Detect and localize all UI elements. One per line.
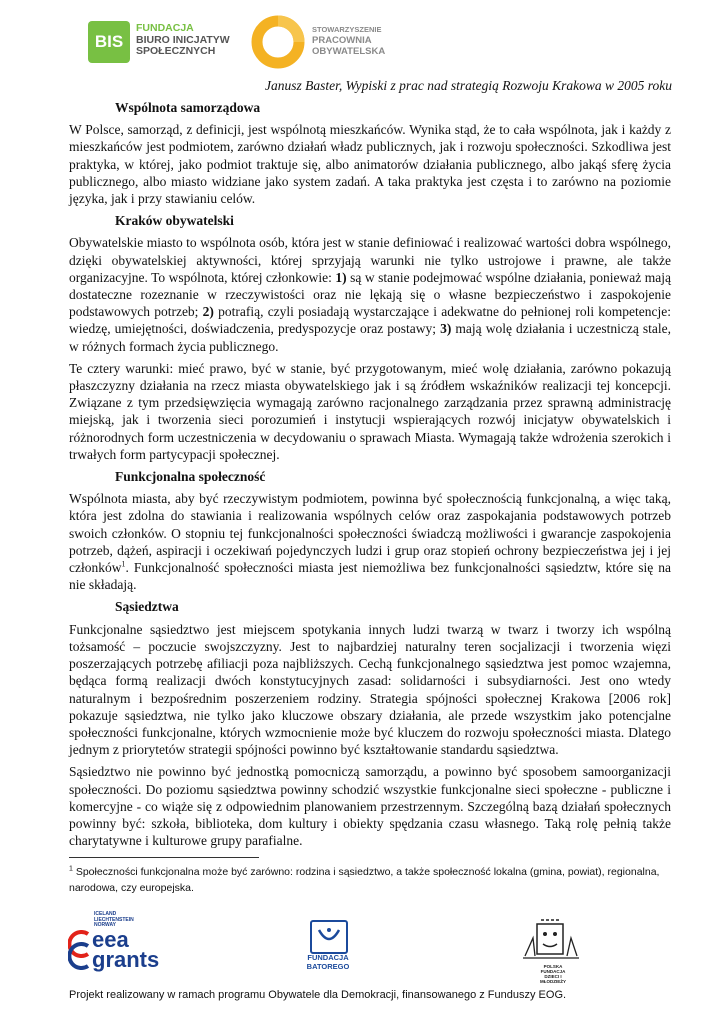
section-heading-sasiedztwa: Sąsiedztwa [115,599,179,615]
text-run: potrafią, czyli posiadają wystarczające i adekwatne do pełnionej roli kompetencje: wiedzę, umiejętności, doświadczenia, predyspozycje oraz postawy; [69,304,672,337]
bis-foundation-logo [88,17,238,69]
document-body [69,99,671,854]
text-run: Obywatelskie miasto to wspólnota osób, która jest w stanie definiować i realizować wartości dobra wspólnego, dzięki obywatelskiej aktywności, której sprzyjają warunki nie tylko ustrojowe i prawne, ale także organizacyjne. To wspólnota, której członkowie: [69,235,671,285]
ring-icon [250,14,306,70]
text-run: mają wolę działania i uczestniczą stale, w różnych formach życia publicznego. [69,321,671,354]
batory-mark-icon [310,920,348,954]
batory-arc-icon [312,922,346,952]
bis-logo-mark: BIS [88,21,130,63]
text-run: są w stanie podejmować wspólne działania, ponieważ mają dostateczne rozeznanie w rzeczywistości oraz nie lękają się o własne bezpieczeństwo i zaspokojenie podstawowych potrzeb; [69,269,671,320]
paragraph-sasiedztwa-1: Funkcjonalne sąsiedztwo jest miejscem spotykania innych ludzi twarzą w twarz i tworzy ich wspólną tożsamość – poczucie swojszczyzny. Jest to najbardziej naturalny teren socjalizacji i tworzenia więzi poszerzających potrzebę afiliacji poza najbliższych. Cechą funkcjonalnego sąsiedztwa jest pomoc wzajemna, będąca formą realizacji dwóch konstytucyjnych zasad: solidarności i subsydiarności. Jest ono wtedy naturalnym i bezpośrednim poszerzeniem rodziny. Strategia spójności społecznej Krakowa [2006 rok] pokazuje sąsiedztwa, nie tylko jako kluczowe obszary działania, ale przede wszystkim jako potencjalne społeczności funkcjonalne, których wzmocnienie może być kluczem do rozwoju społeczności miasta. Dlatego jednym z priorytetów strategii spójności powinno być kształtowanie standardu sąsiedztwa. [69,621,671,758]
footer-funding-note: Projekt realizowany w ramach programu Obywatele dla Demokracji, finansowanego z Funduszy EOG. [69,989,567,1001]
eea-country-1: ICELAND [94,911,117,917]
bis-logo-line1: FUNDACJA [136,22,194,34]
bis-logo-line3: SPOŁECZNYCH [136,45,216,57]
eea-country-3: NORWAY [94,922,116,928]
paragraph-krakow-2: Te cztery warunki: mieć prawo, być w stanie, być przygotowanym, mieć wolę działania, zarówno pokazują płaszczyzny działania na rzecz miasta obywatelskiego jak i są źródłem wskaźników realizacji tej koncepcji. Związane z tym przedsięwzięcia wymagają zarówno racjonalnego zarządzania przez sprawną administrację miejską, jak i tworzenia sieci porozumień i instytucji wspierających rozwój inicjatyw obywatelskich i różnorodnych form uczestniczenia w decydowaniu o sprawach Miasta. Wymagają także wdrożenia szerokich i trwałych form partycypacji społecznej. [69,360,671,462]
batory-line1: FUNDACJA [307,953,349,962]
batory-logo-text [302,954,354,971]
section-heading-funkcjonalna: Funkcjonalna społeczność [115,469,266,485]
eea-word-1: eea [92,927,129,952]
section-heading-wspolnota: Wspólnota samorządowa [115,100,261,115]
eea-word-2: grants [92,947,160,972]
text-run: Wspólnota miasta, aby być rzeczywistym podmiotem, powinna być społecznością funkcjonalną, a więc taką, która jest zdolna do stawiania i realizowania wspólnych celów oraz zaspokajania podstawowych potrzeb swoich członków. O stopniu tej funkcjonalności społeczności świadczą możliwości i gwarancje zaspokojenia potrzeb, dążeń, aspiracji i oczekiwań pojedynczych ludzi i grup oraz stopień ochrony bezpieczeństwa jej i jej członków [69,491,671,576]
pfdim-logo [515,916,585,982]
paragraph-wspolnota: W Polsce, samorząd, z definicji, jest wspólnotą mieszkańców. Wynika stąd, że to cała wspólnota, jak i każdy z mieszkańców jest podmiotem, zarówno działań władz publicznych, jak i rozwoju społeczności. Szkodliwa jest praktyka, w której, jako podmiot traktuje się, albo animatorów działania publicznego, albo jakąś sferę życia publicznego, albo miasto widziane jako system zadań. A taka praktyka jest częsta i to zarówno na poziomie języka, jak i przy stawianiu celów. [69,122,671,207]
footnote-reference[interactable]: 1 [121,559,126,569]
text-run: . Funkcjonalność społeczności miasta jest niemożliwa bez funkcjonalności sąsiedztw, które się na nie składają. [69,560,671,593]
footnote-divider [69,857,259,858]
batory-foundation-logo [300,920,360,980]
children-drawing-icon [515,916,585,964]
paragraph-funkcjonalna [69,490,671,593]
list-number: 3) [440,321,452,337]
pfdim-line1: POLSKA FUNDACJA [540,964,566,974]
spo-logo-line1: STOWARZYSZENIE [312,25,382,34]
eea-mark-icon [68,930,92,970]
footnote-text: Społeczności funkcjonalna może być zarówno: rodzina i sąsiedztwo, a także społeczność lokalna (gmina, powiat), regionalna, narodowa, czy europejska. [69,866,660,894]
eea-grants-logo [68,912,168,978]
list-number: 1) [335,269,347,285]
list-number: 2) [202,304,214,320]
pracownia-obywatelska-logo [250,14,410,74]
footnote-number: 1 [69,865,73,873]
bis-logo-line2: BIURO INICJATYW [136,33,230,46]
batory-line2: BATOREGO [306,961,350,971]
eea-wordmark [92,927,160,972]
pfdim-line2: DZIECI I MŁODZIEŻY [540,974,566,984]
paragraph-krakow-1 [69,234,671,354]
footnote [69,864,669,896]
running-header: Janusz Baster, Wypiski z prac nad strategią Rozwoju Krakowa w 2005 roku [264,78,672,93]
spo-logo-line3: OBYWATELSKA [312,46,386,57]
eea-country-2: LIECHTENSTEIN [94,916,134,923]
paragraph-sasiedztwa-2: Sąsiedztwo nie powinno być jednostką pomocniczą samorządu, a powinno być sposobem samoorganizacji społeczności. Do poziomu sąsiedztwa powinny schodzić wszystkie funkcjonalne sieci społeczne - publiczne i komercyjne - co wiąże się z odpowiednim planowaniem przestrzennym. Szczególną bazą działań społecznych powinny być: szkoła, biblioteka, dom kultury i obiekty spędzania czasu własnego. Taką rolę pełnią także charytatywne i kulturowe grupy parafialne. [69,764,671,849]
section-heading-krakow: Kraków obywatelski [115,213,234,229]
spo-logo-text [312,24,385,57]
pfdim-logo-text [533,964,573,984]
bis-logo-text [136,23,230,58]
spo-logo-line2: PRACOWNIA [312,35,372,46]
